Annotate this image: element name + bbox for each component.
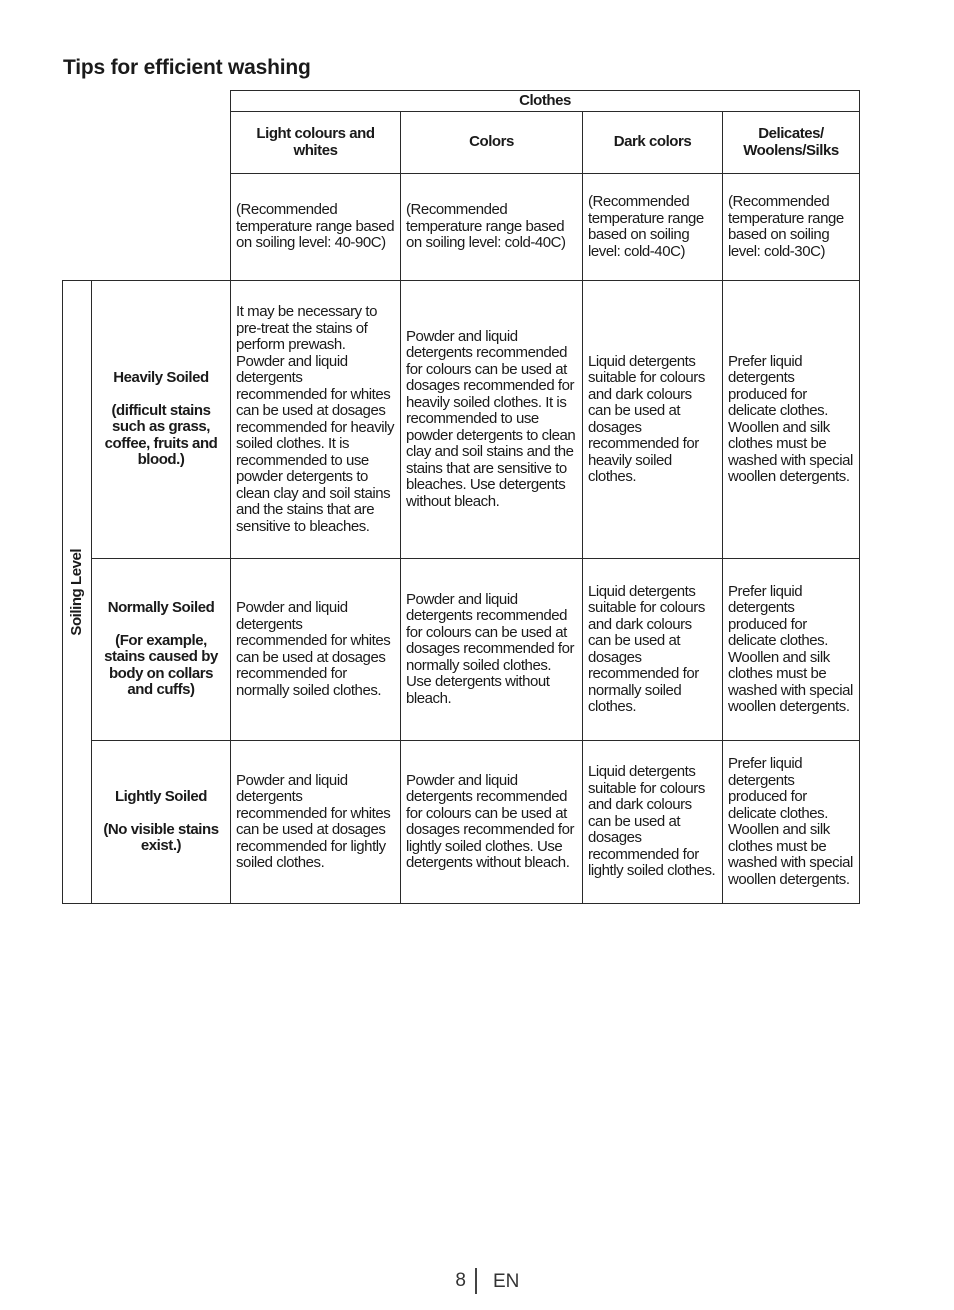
normally-soiled-delicates-cell: Prefer liquid detergents produced for delicate clothes. Woollen and silk clothes must be washed with special woollen detergents. (722, 558, 860, 741)
temperature-range-dark-colors: (Recommended temperature range based on soiling level: cold-40C) (582, 173, 723, 281)
normally-soiled-colors-cell: Powder and liquid detergents recommended for colours can be used at dosages recommended for normally soiled clothes. Use detergents without bleach. (400, 558, 583, 741)
lightly-soiled-dark-colors-cell: Liquid detergents suitable for colours and dark colours can be used at dosages recommended for lightly soiled clothes. (582, 740, 723, 904)
column-header-light-colours: Light colours and whites (230, 111, 401, 174)
page-number: 8 (455, 1270, 466, 1291)
heavily-soiled-colors-cell: Powder and liquid detergents recommended for colours can be used at dosages recommended for heavily soiled clothes. It is recommended to use powder detergents to clean clay and soil stains and the stains that are sensitive to bleaches. Use detergents without bleach. (400, 280, 583, 559)
language-code: EN (493, 1271, 520, 1292)
temperature-range-delicates: (Recommended temperature range based on soiling level: cold-30C) (722, 173, 860, 281)
temperature-range-light-colours: (Recommended temperature range based on soiling level: 40-90C) (230, 173, 401, 281)
lightly-soiled-delicates-cell: Prefer liquid detergents produced for delicate clothes. Woollen and silk clothes must be washed with special woollen detergents. (722, 740, 860, 904)
soiling-level-label-text: Soiling Level (67, 548, 85, 636)
column-header-colors: Colors (400, 111, 583, 174)
footer-divider (475, 1268, 477, 1294)
column-header-dark-colors: Dark colors (582, 111, 723, 174)
column-header-delicates: Delicates/ Woolens/Silks (722, 111, 860, 174)
heavily-soiled-dark-colors-cell: Liquid detergents suitable for colours and dark colours can be used at dosages recommended for heavily soiled clothes. (582, 280, 723, 559)
normally-soiled-light-colours-cell: Powder and liquid detergents recommended for whites can be used at dosages recommended for normally soiled clothes. (230, 558, 401, 741)
soiling-level-name: Lightly Soiled (114, 788, 208, 806)
soiling-level-detail: (For example, stains caused by body on collars and cuffs) (104, 631, 218, 699)
row-header-normally-soiled (91, 558, 231, 741)
clothes-group-header: Clothes (230, 90, 860, 112)
temperature-range-colors: (Recommended temperature range based on soiling level: cold-40C) (400, 173, 583, 281)
soiling-level-name: Normally Soiled (107, 599, 215, 617)
soiling-level-detail: (No visible stains exist.) (103, 820, 219, 855)
page-title: Tips for efficient washing (63, 56, 311, 79)
soiling-level-detail: (difficult stains such as grass, coffee, fruits and blood.) (104, 401, 218, 469)
page-footer (0, 1268, 954, 1296)
row-header-heavily-soiled (91, 280, 231, 559)
row-header-lightly-soiled (91, 740, 231, 904)
soiling-level-name: Heavily Soiled (113, 369, 209, 387)
heavily-soiled-delicates-cell: Prefer liquid detergents produced for delicate clothes. Woollen and silk clothes must be washed with special woollen detergents. (722, 280, 860, 559)
lightly-soiled-colors-cell: Powder and liquid detergents recommended for colours can be used at dosages recommended for lightly soiled clothes. Use detergents without bleach. (400, 740, 583, 904)
heavily-soiled-light-colours-cell: It may be necessary to pre-treat the stains of perform prewash. Powder and liquid detergents recommended for whites can be used at dosages recommended for heavily soiled clothes. It is recommended to use powder detergents to clean clay and soil stains and the stains that are sensitive to bleaches. (230, 280, 401, 559)
lightly-soiled-light-colours-cell: Powder and liquid detergents recommended for whites can be used at dosages recommended for lightly soiled clothes. (230, 740, 401, 904)
soiling-level-label (62, 280, 92, 904)
normally-soiled-dark-colors-cell: Liquid detergents suitable for colours and dark colours can be used at dosages recommended for normally soiled clothes. (582, 558, 723, 741)
